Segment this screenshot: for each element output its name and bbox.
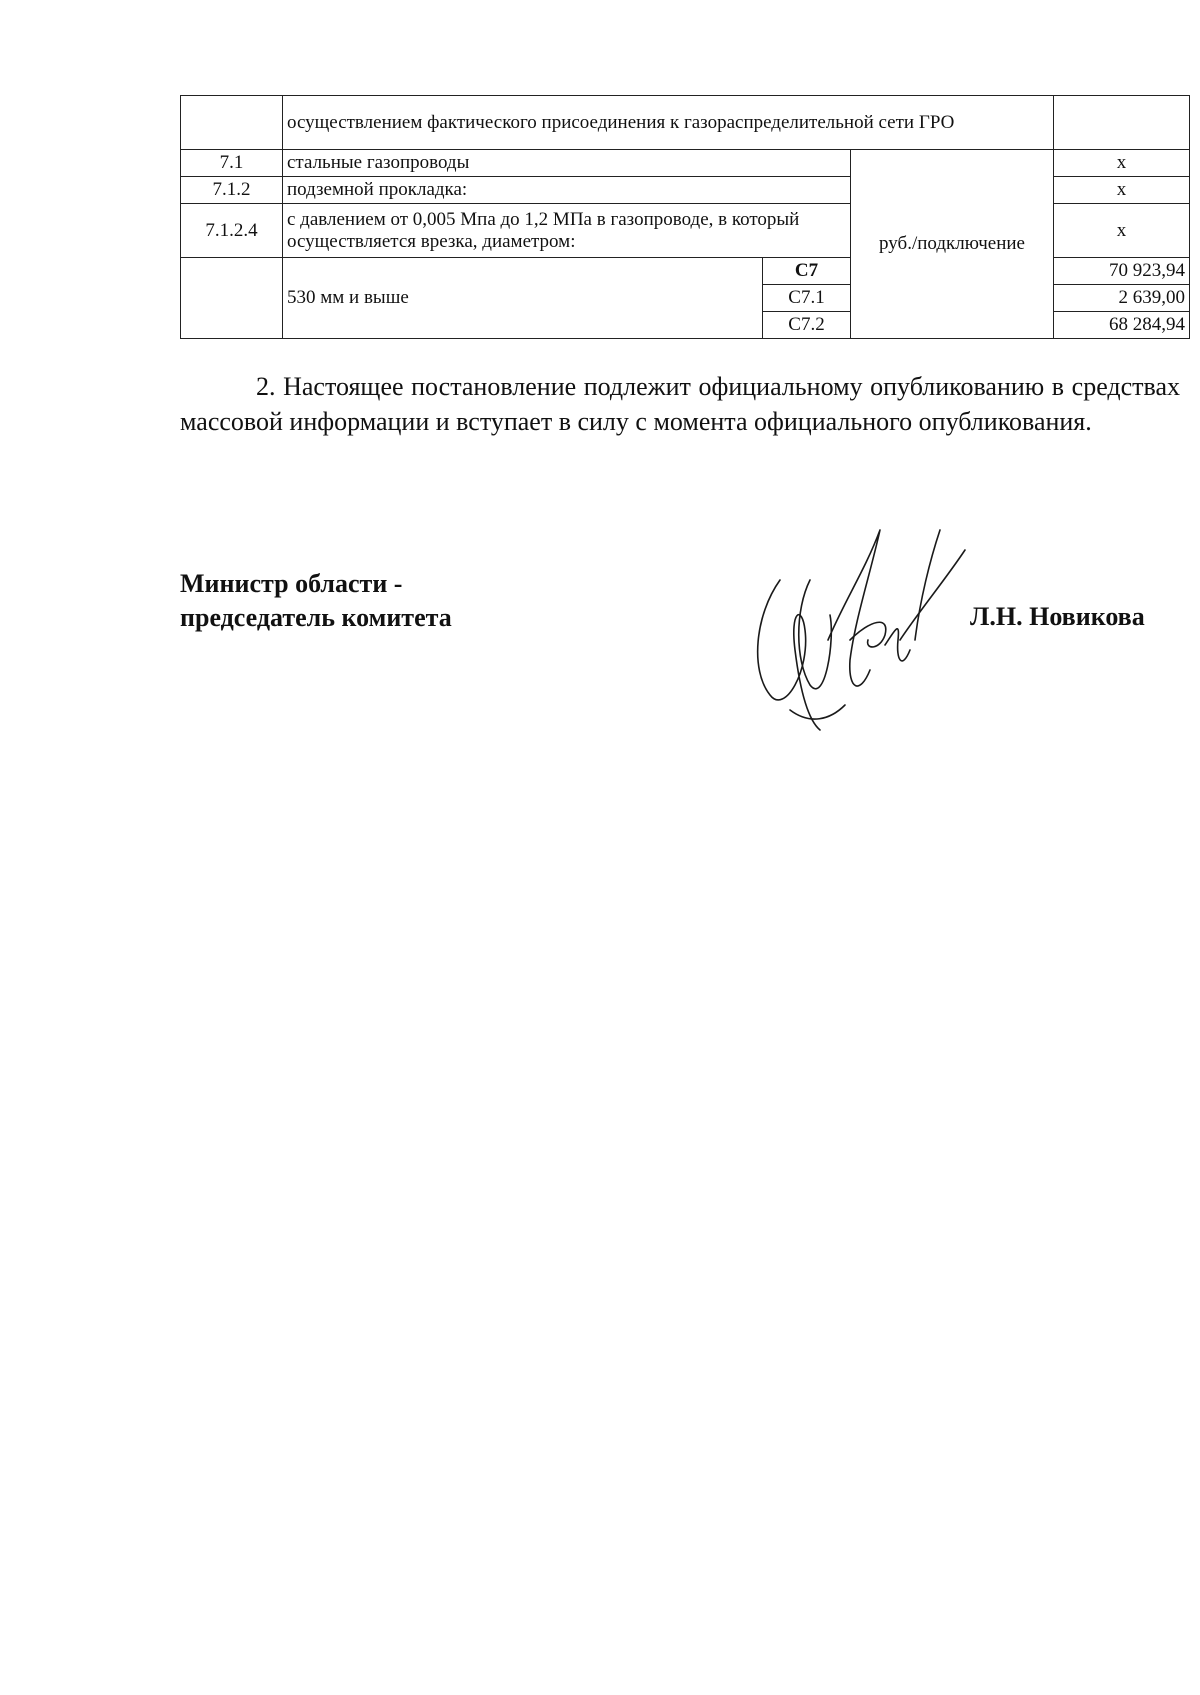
row-code-cell: С7.2	[763, 312, 851, 339]
row-value-cell: x	[1054, 177, 1190, 204]
row-description-cell: стальные газопроводы	[283, 150, 851, 177]
row-value-cell: 2 639,00	[1054, 285, 1190, 312]
signer-role-line-2: председатель комитета	[180, 603, 452, 632]
row-description-cell: подземной прокладка:	[283, 177, 851, 204]
row-number-cell	[181, 96, 283, 150]
resolution-paragraph: 2. Настоящее постановление подлежит официальному опубликованию в средствах массовой информации и вступает в силу с момента официального опубликования.	[180, 372, 1180, 436]
row-value-cell	[1054, 96, 1190, 150]
row-number-cell: 7.1.2	[181, 177, 283, 204]
row-value-cell: x	[1054, 204, 1190, 258]
row-number-cell	[181, 258, 283, 339]
row-value-cell: 68 284,94	[1054, 312, 1190, 339]
row-number-cell: 7.1.2.4	[181, 204, 283, 258]
row-value-cell: x	[1054, 150, 1190, 177]
tariff-table	[180, 95, 1190, 339]
signer-name: Л.Н. Новикова	[970, 602, 1145, 631]
row-code-cell: С7	[763, 258, 851, 285]
row-description-cell: с давлением от 0,005 Мпа до 1,2 МПа в газопроводе, в который осуществляется врезка, диаметром:	[283, 204, 851, 258]
signer-role	[180, 567, 452, 635]
row-description-cell: 530 мм и выше	[283, 258, 763, 339]
row-number-cell: 7.1	[181, 150, 283, 177]
unit-cell: руб./подключение	[851, 150, 1054, 339]
table-row	[181, 150, 1190, 177]
handwritten-signature	[750, 520, 970, 740]
row-code-cell: С7.1	[763, 285, 851, 312]
table-row	[181, 96, 1190, 150]
signer-role-line-1: Министр области -	[180, 569, 403, 598]
row-description-cell: осуществлением фактического присоединения к газораспределительной сети ГРО	[283, 96, 1054, 150]
row-value-cell: 70 923,94	[1054, 258, 1190, 285]
